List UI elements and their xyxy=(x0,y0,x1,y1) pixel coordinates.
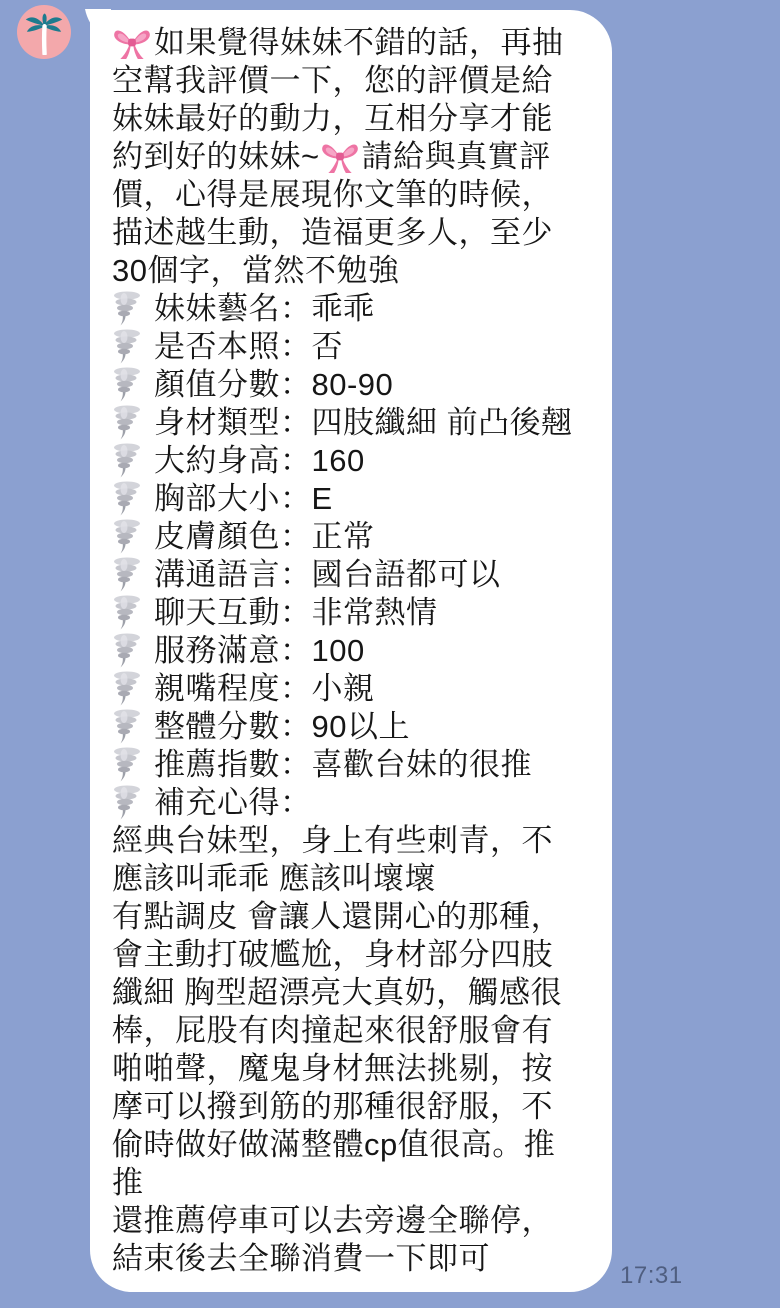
field-label: 顏值分數 xyxy=(154,367,280,402)
field-label: 服務滿意 xyxy=(154,633,280,668)
tornado-icon xyxy=(112,671,142,707)
tornado-icon xyxy=(112,367,142,403)
message-text: 妹妹最好的動力，互相分享才能 xyxy=(112,101,553,136)
field-row xyxy=(112,784,596,822)
message-text: 請給與真實評 xyxy=(361,139,551,174)
field-colon: ： xyxy=(280,785,312,820)
message-text: 偷時做好做滿整體cp值很高。推 xyxy=(112,1127,556,1162)
message-text-block xyxy=(112,24,596,1278)
message-line xyxy=(112,860,596,898)
tornado-icon xyxy=(112,481,142,517)
message-line xyxy=(112,138,596,176)
field-colon: ： xyxy=(280,481,312,516)
message-line xyxy=(112,898,596,936)
tornado-icon xyxy=(112,291,142,327)
message-line xyxy=(112,936,596,974)
message-line xyxy=(112,1088,596,1126)
bubble-tail xyxy=(85,9,111,35)
field-row xyxy=(112,594,596,632)
message-line xyxy=(112,1164,596,1202)
message-text: 結束後去全聯消費一下即可 xyxy=(112,1241,490,1276)
field-colon: ： xyxy=(280,671,312,706)
field-label: 身材類型 xyxy=(154,405,280,440)
field-colon: ： xyxy=(280,291,312,326)
message-text: 纖細 胸型超漂亮大真奶，觸感很 xyxy=(112,975,563,1010)
field-colon: ： xyxy=(280,329,312,364)
field-row xyxy=(112,366,596,404)
message-line xyxy=(112,1240,596,1278)
field-label: 妹妹藝名 xyxy=(154,291,280,326)
message-line xyxy=(112,252,596,290)
field-label: 是否本照 xyxy=(154,329,280,364)
message-text: 應該叫乖乖 應該叫壞壞 xyxy=(112,861,437,896)
field-value: 小親 xyxy=(311,671,375,706)
field-row xyxy=(112,556,596,594)
field-colon: ： xyxy=(280,557,312,592)
message-line xyxy=(112,822,596,860)
tornado-icon xyxy=(112,785,142,821)
ribbon-bow-icon xyxy=(112,27,152,60)
message-text: 經典台妹型，身上有些刺青，不 xyxy=(112,823,553,858)
field-row xyxy=(112,746,596,784)
field-value: 四肢纖細 前凸後翹 xyxy=(311,405,573,440)
field-value: 非常熱情 xyxy=(311,595,438,630)
field-row xyxy=(112,708,596,746)
field-value: E xyxy=(311,481,333,516)
message-text: 啪啪聲，魔鬼身材無法挑剔，按 xyxy=(112,1051,553,1086)
field-label: 大約身高 xyxy=(154,443,280,478)
message-text: 有點調皮 會讓人還開心的那種， xyxy=(112,899,563,934)
field-colon: ： xyxy=(280,405,312,440)
field-label: 皮膚顏色 xyxy=(154,519,280,554)
message-line xyxy=(112,1012,596,1050)
field-value: 喜歡台妹的很推 xyxy=(311,747,532,782)
field-label: 推薦指數 xyxy=(154,747,280,782)
tornado-icon xyxy=(112,633,142,669)
field-row xyxy=(112,670,596,708)
field-value: 100 xyxy=(311,633,365,668)
tornado-icon xyxy=(112,747,142,783)
tornado-icon xyxy=(112,595,142,631)
field-label: 整體分數 xyxy=(154,709,280,744)
field-row xyxy=(112,632,596,670)
message-line xyxy=(112,62,596,100)
message-bubble[interactable] xyxy=(90,10,612,1292)
message-line xyxy=(112,176,596,214)
field-value: 160 xyxy=(311,443,365,478)
message-text: 價，心得是展現你文筆的時候， xyxy=(112,177,553,212)
field-value: 國台語都可以 xyxy=(311,557,501,592)
message-line xyxy=(112,1202,596,1240)
field-value: 正常 xyxy=(311,519,375,554)
tornado-icon xyxy=(112,519,142,555)
message-text: 約到好的妹妹~ xyxy=(112,139,320,174)
message-text: 如果覺得妹妹不錯的話，再抽 xyxy=(154,25,564,60)
message-line xyxy=(112,974,596,1012)
field-label: 溝通語言 xyxy=(154,557,280,592)
field-label: 胸部大小 xyxy=(154,481,280,516)
avatar[interactable] xyxy=(17,5,71,59)
message-line xyxy=(112,1050,596,1088)
field-row xyxy=(112,480,596,518)
field-colon: ： xyxy=(280,595,312,630)
message-text: 空幫我評價一下，您的評價是給 xyxy=(112,63,553,98)
palm-tree-icon xyxy=(24,13,64,55)
message-text: 30個字，當然不勉強 xyxy=(112,253,400,288)
message-timestamp: 17:31 xyxy=(620,1262,683,1289)
field-colon: ： xyxy=(280,709,312,744)
message-text: 推 xyxy=(112,1165,144,1200)
field-colon: ： xyxy=(280,443,312,478)
tornado-icon xyxy=(112,405,142,441)
field-label: 親嘴程度 xyxy=(154,671,280,706)
field-colon: ： xyxy=(280,747,312,782)
field-value: 80-90 xyxy=(311,367,394,402)
message-line xyxy=(112,100,596,138)
message-line xyxy=(112,24,596,62)
field-row xyxy=(112,328,596,366)
field-row xyxy=(112,442,596,480)
field-value: 否 xyxy=(311,329,343,364)
message-text: 會主動打破尷尬，身材部分四肢 xyxy=(112,937,553,972)
tornado-icon xyxy=(112,443,142,479)
field-row xyxy=(112,290,596,328)
field-colon: ： xyxy=(280,633,312,668)
field-value: 乖乖 xyxy=(311,291,375,326)
tornado-icon xyxy=(112,557,142,593)
tornado-icon xyxy=(112,709,142,745)
field-label: 補充心得 xyxy=(154,785,280,820)
message-line xyxy=(112,1126,596,1164)
field-row xyxy=(112,404,596,442)
message-text: 摩可以撥到筋的那種很舒服，不 xyxy=(112,1089,553,1124)
field-row xyxy=(112,518,596,556)
field-colon: ： xyxy=(280,519,312,554)
message-text: 棒，屁股有肉撞起來很舒服會有 xyxy=(112,1013,553,1048)
message-line xyxy=(112,214,596,252)
field-colon: ： xyxy=(280,367,312,402)
message-text: 描述越生動，造福更多人，至少 xyxy=(112,215,553,250)
field-label: 聊天互動 xyxy=(154,595,280,630)
message-text: 還推薦停車可以去旁邊全聯停， xyxy=(112,1203,553,1238)
tornado-icon xyxy=(112,329,142,365)
field-value: 90以上 xyxy=(311,709,410,744)
ribbon-bow-icon xyxy=(320,141,360,174)
